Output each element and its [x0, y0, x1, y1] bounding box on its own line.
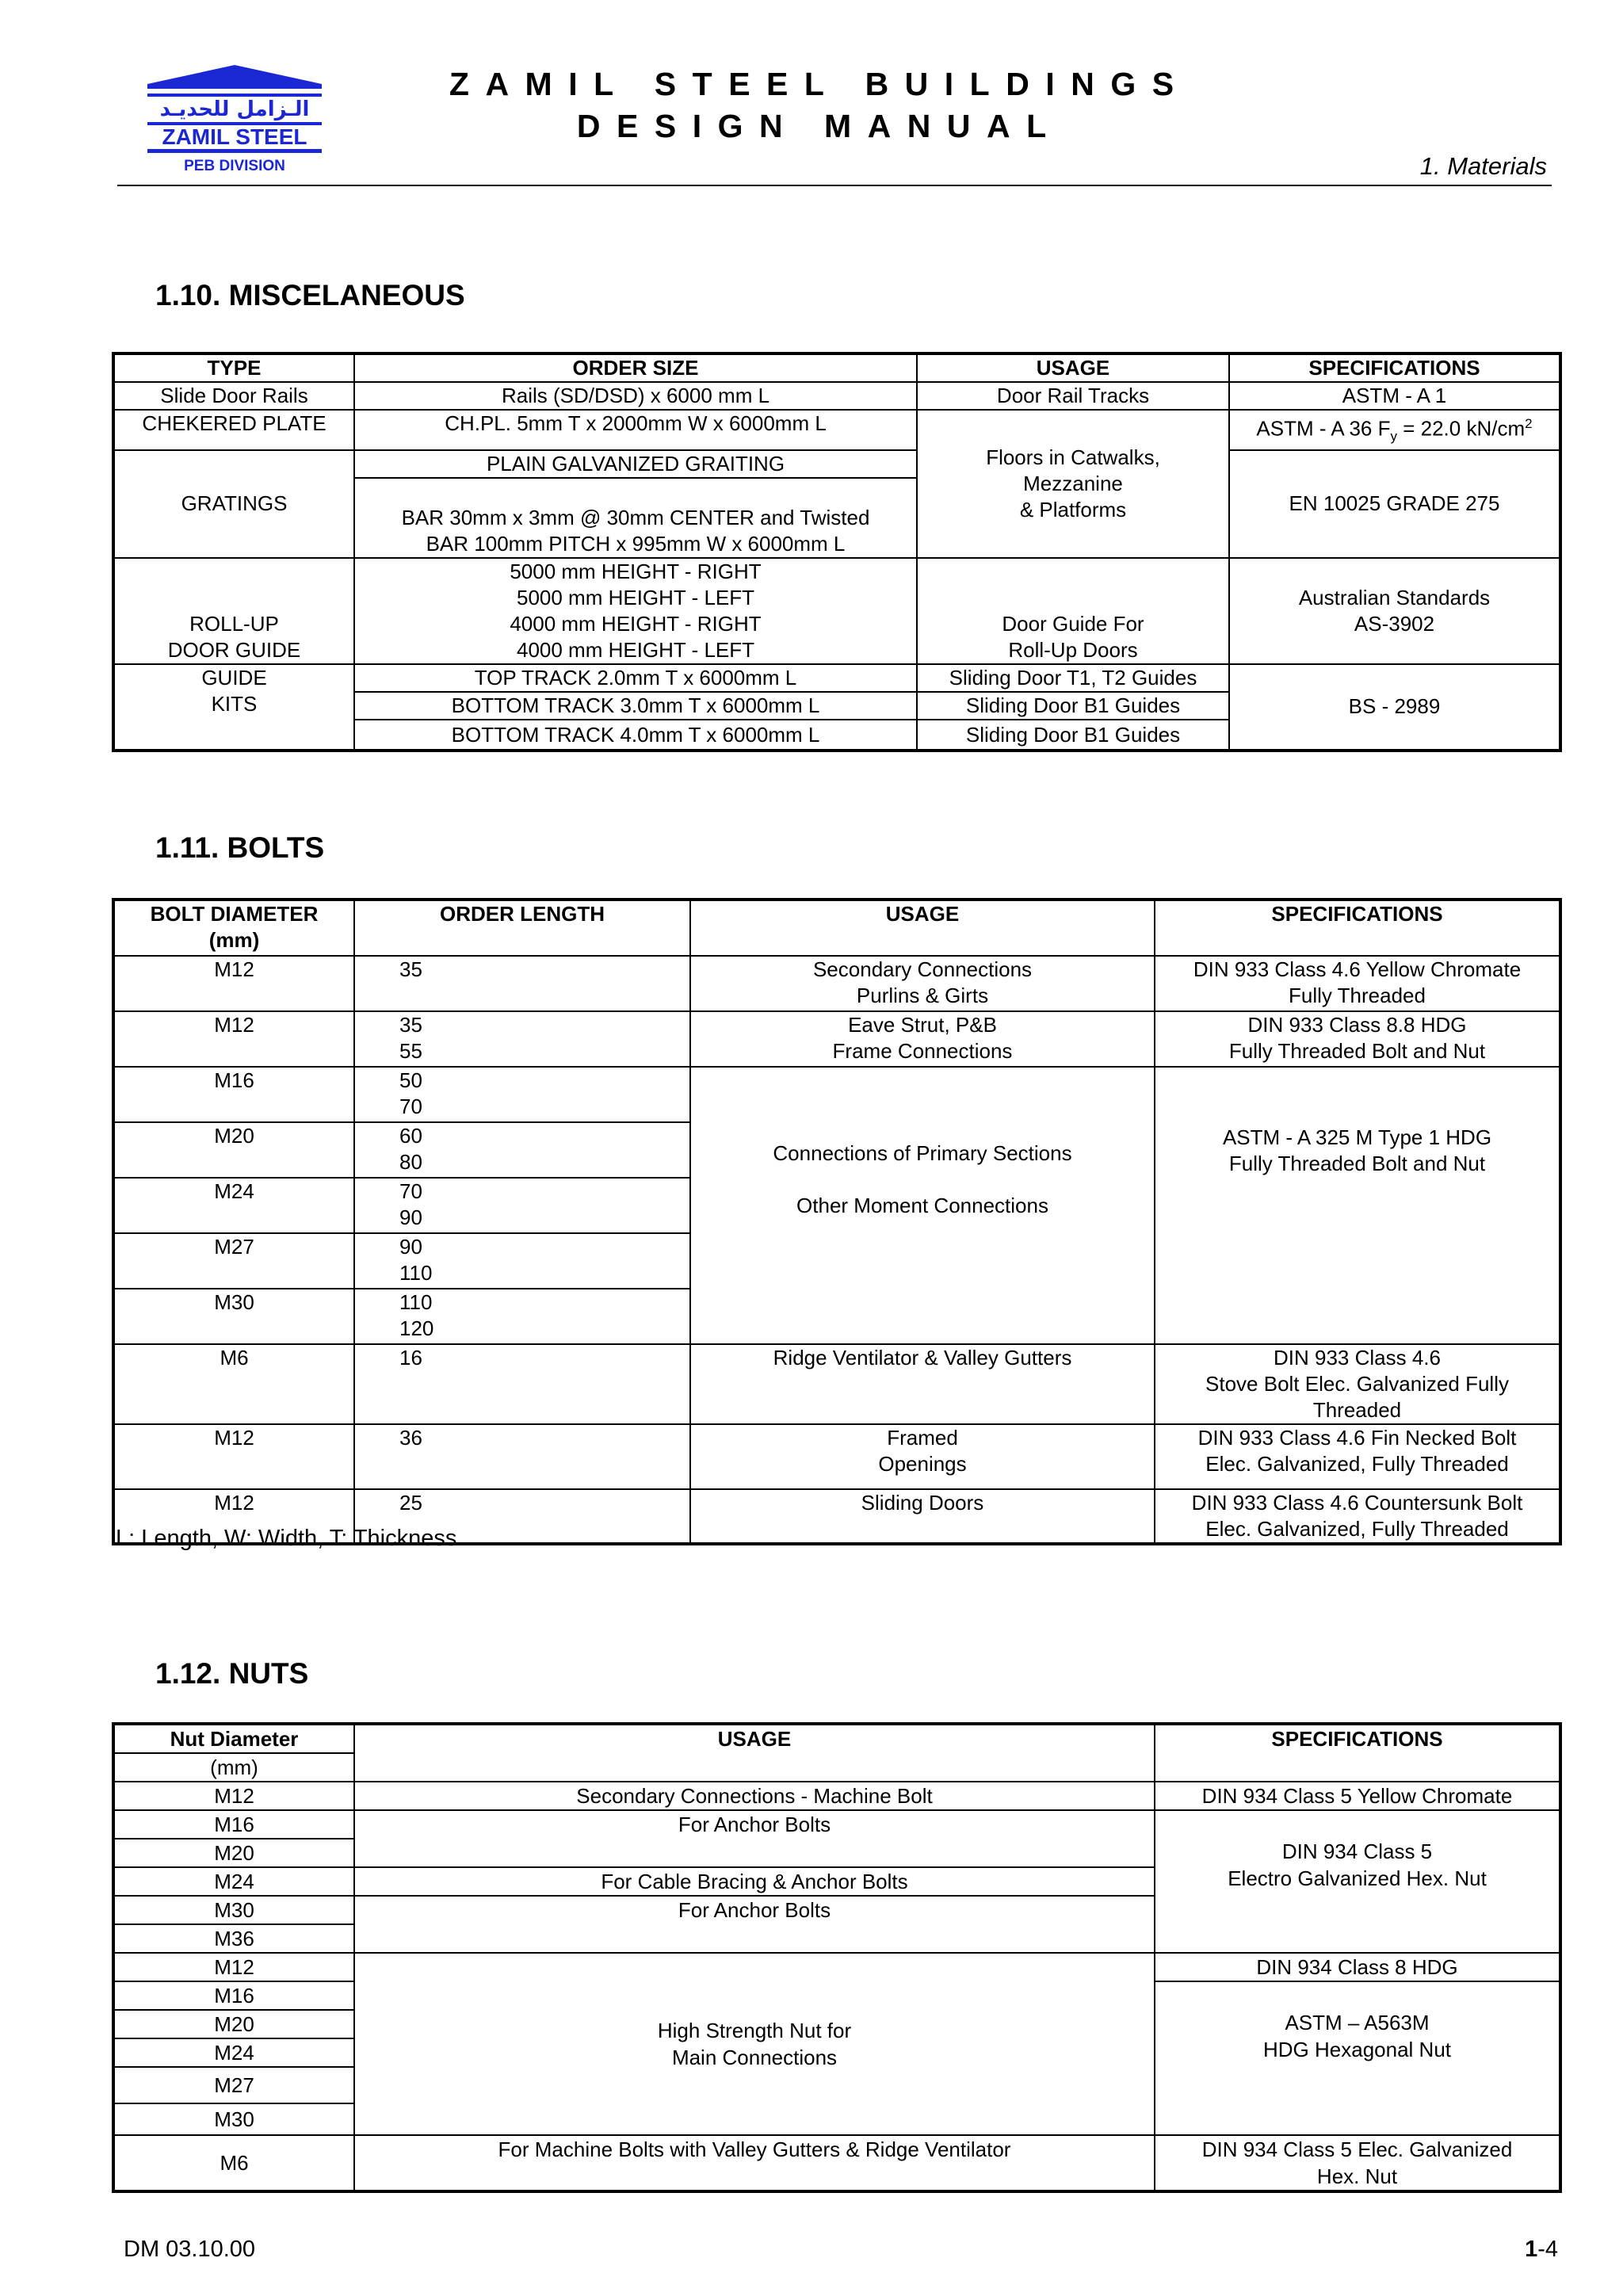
cell-type	[113, 720, 354, 751]
length-line: 70	[399, 1179, 422, 1203]
cell-diameter: M27	[113, 2067, 354, 2103]
cell-usage: Secondary Connections - Machine Bolt	[354, 1782, 1155, 1810]
col-order-size: ORDER SIZE	[354, 353, 917, 382]
cell-diameter: M30	[113, 2103, 354, 2135]
spec-line: Australian Standards	[1298, 585, 1491, 609]
cell-diameter: M30	[113, 1896, 354, 1924]
cell-spec	[1155, 1810, 1560, 1953]
cell-spec: ASTM - A 1	[1229, 382, 1560, 410]
cell-spec: BS - 2989	[1229, 664, 1560, 751]
table-row	[113, 450, 1560, 558]
page-number-rest: -4	[1537, 2237, 1558, 2262]
cell-diameter: M16	[113, 1981, 354, 2010]
cell-usage	[690, 1067, 1155, 1344]
cell-diameter: M20	[113, 1122, 354, 1178]
cell-order	[354, 450, 917, 558]
spec-superscript: 2	[1525, 416, 1533, 431]
logo-text: ZAMIL STEEL	[162, 124, 307, 149]
cell-diameter: M6	[113, 1344, 354, 1424]
cell-diameter: M30	[113, 1289, 354, 1344]
title-line-2: DESIGN MANUAL	[576, 108, 1063, 144]
cell-length	[354, 1178, 690, 1233]
order-line: 5000 mm HEIGHT - RIGHT	[510, 559, 762, 583]
spec-line: DIN 934 Class 5	[1281, 1839, 1433, 1863]
cell-spec	[1155, 2135, 1560, 2191]
cell-usage	[690, 1424, 1155, 1489]
spec-line: Hex. Nut	[1316, 2164, 1398, 2188]
nuts-heading: 1.12. NUTS	[155, 1657, 309, 1690]
cell-length: 25	[354, 1489, 690, 1544]
cell-order: CH.PL. 5mm T x 2000mm W x 6000mm L	[354, 410, 917, 450]
usage-line: High Strength Nut for	[657, 2019, 852, 2042]
table-row	[113, 382, 1560, 410]
misc-heading: 1.10. MISCELANEOUS	[155, 279, 465, 311]
cell-length	[354, 1122, 690, 1178]
cell-diameter: M12	[113, 1489, 354, 1544]
type-line: ROLL-UP	[189, 611, 279, 636]
order-line: 4000 mm HEIGHT - LEFT	[516, 637, 755, 662]
table-row	[113, 664, 1560, 692]
usage-line: Secondary Connections	[812, 957, 1033, 981]
spec-line: Threaded	[1312, 1398, 1402, 1422]
length-line: 55	[399, 1039, 422, 1063]
cell-usage: Door Rail Tracks	[917, 382, 1229, 410]
spec-line: ASTM - A 325 M Type 1 HDG	[1222, 1125, 1492, 1149]
cell-diameter: M12	[113, 1011, 354, 1067]
cell-diameter: M12	[113, 956, 354, 1011]
spec-line: DIN 933 Class 8.8 HDG	[1247, 1013, 1467, 1037]
cell-length: 35	[354, 956, 690, 1011]
col-order-length: ORDER LENGTH	[354, 900, 690, 956]
document-title	[0, 63, 1623, 147]
cell-type: GRATINGS	[113, 450, 354, 558]
cell-usage: For Anchor Bolts	[354, 1896, 1155, 1953]
spec-subscript: y	[1390, 428, 1397, 444]
length-line: 50	[399, 1068, 422, 1092]
cell-order: BOTTOM TRACK 3.0mm T x 6000mm L	[354, 692, 917, 720]
table-header-row	[113, 900, 1560, 956]
cell-usage	[690, 1011, 1155, 1067]
cell-usage	[354, 1953, 1155, 2135]
cell-spec: DIN 934 Class 8 HDG	[1155, 1953, 1560, 1981]
table-header-row	[113, 353, 1560, 382]
length-line: 35	[399, 1013, 422, 1037]
cell-diameter: M20	[113, 2010, 354, 2038]
length-line: 90	[399, 1235, 422, 1259]
col-specifications: SPECIFICATIONS	[1155, 900, 1560, 956]
spec-line: DIN 934 Class 5 Elec. Galvanized	[1201, 2137, 1513, 2161]
spec-line: Fully Threaded Bolt and Nut	[1228, 1039, 1486, 1063]
cell-diameter: M12	[113, 1424, 354, 1489]
title-line-1: ZAMIL STEEL BUILDINGS	[449, 66, 1190, 102]
col-type: TYPE	[113, 353, 354, 382]
cell-spec	[1155, 1011, 1560, 1067]
length-line: 110	[399, 1290, 433, 1314]
cell-length: 16	[354, 1344, 690, 1424]
cell-usage: Sliding Door T1, T2 Guides	[917, 664, 1229, 692]
table-row	[113, 410, 1560, 450]
cell-usage: Sliding Doors	[690, 1489, 1155, 1544]
table-row	[113, 1953, 1560, 1981]
cell-diameter: M24	[113, 2038, 354, 2067]
usage-line: Purlins & Girts	[856, 984, 989, 1007]
spec-line: Fully Threaded	[1289, 984, 1426, 1007]
usage-line: Openings	[878, 1452, 967, 1476]
spec-text: ASTM - A 36 F	[1256, 416, 1391, 441]
page-number-bold: 1	[1525, 2237, 1538, 2262]
spec-line: HDG Hexagonal Nut	[1263, 2038, 1451, 2061]
col-specifications: SPECIFICATIONS	[1229, 353, 1560, 382]
cell-diameter: M24	[113, 1178, 354, 1233]
usage-line: Door Guide For	[1002, 611, 1144, 636]
usage-line: Mezzanine	[1023, 471, 1123, 495]
cell-spec	[1229, 558, 1560, 664]
table-row	[113, 956, 1560, 1011]
spec-line: Stove Bolt Elec. Galvanized Fully	[1205, 1372, 1509, 1396]
spec-line: DIN 933 Class 4.6	[1274, 1346, 1441, 1370]
header-rule	[117, 185, 1552, 186]
table-row	[113, 1067, 1560, 1122]
cell-diameter: M16	[113, 1810, 354, 1839]
type-line: GUIDE	[201, 665, 267, 690]
misc-table	[112, 352, 1562, 752]
cell-spec: EN 10025 GRADE 275	[1229, 450, 1560, 558]
type-line: DOOR GUIDE	[167, 637, 301, 662]
spec-line: ASTM – A563M	[1285, 2011, 1430, 2034]
length-line: 70	[399, 1095, 422, 1118]
cell-usage: For Cable Bracing & Anchor Bolts	[354, 1867, 1155, 1896]
cell-diameter: M16	[113, 1067, 354, 1122]
cell-length: 36	[354, 1424, 690, 1489]
col-bolt-diameter	[113, 900, 354, 956]
cell-order	[354, 558, 917, 664]
cell-usage: Ridge Ventilator & Valley Gutters	[690, 1344, 1155, 1424]
cell-diameter: M20	[113, 1839, 354, 1867]
spec-line: DIN 933 Class 4.6 Fin Necked Bolt	[1197, 1426, 1517, 1450]
cell-length	[354, 1067, 690, 1122]
cell-diameter: M6	[113, 2135, 354, 2191]
table-row	[113, 1424, 1560, 1489]
length-line: 60	[399, 1124, 422, 1148]
col-usage: USAGE	[690, 900, 1155, 956]
cell-usage: For Machine Bolts with Valley Gutters & Ridge Ventilator	[354, 2135, 1155, 2191]
cell-spec	[1155, 1981, 1560, 2135]
bolts-table	[112, 898, 1562, 1545]
cell-order: Rails (SD/DSD) x 6000 mm L	[354, 382, 917, 410]
table-row	[113, 1810, 1560, 1839]
order-line: 5000 mm HEIGHT - LEFT	[516, 585, 755, 609]
usage-line: Main Connections	[671, 2046, 838, 2069]
nuts-table	[112, 1722, 1562, 2193]
spec-line: DIN 933 Class 4.6 Countersunk Bolt	[1191, 1491, 1523, 1515]
length-line: 80	[399, 1150, 422, 1174]
division-label: PEB DIVISION	[184, 158, 285, 174]
cell-usage: Sliding Door B1 Guides	[917, 692, 1229, 720]
cell-spec	[1155, 1424, 1560, 1489]
cell-length	[354, 1233, 690, 1289]
header-line: (mm)	[208, 928, 260, 952]
spec-line: DIN 933 Class 4.6 Yellow Chromate	[1193, 957, 1522, 981]
cell-order: BOTTOM TRACK 4.0mm T x 6000mm L	[354, 720, 917, 751]
cell-usage: Sliding Door B1 Guides	[917, 720, 1229, 751]
bolts-heading: 1.11. BOLTS	[155, 831, 325, 864]
cell-type: Slide Door Rails	[113, 382, 354, 410]
order-line: PLAIN GALVANIZED GRAITING	[355, 451, 916, 479]
order-line: BAR 100mm PITCH x 995mm W x 6000mm L	[426, 531, 846, 556]
table-row	[113, 1011, 1560, 1067]
col-nut-diameter-unit: (mm)	[113, 1753, 354, 1782]
spec-line: Elec. Galvanized, Fully Threaded	[1205, 1517, 1509, 1541]
abbreviation-note: L: Length, W: Width, T: Thickness	[116, 1526, 457, 1551]
cell-diameter: M24	[113, 1867, 354, 1896]
usage-line: Framed	[887, 1426, 958, 1450]
usage-line: Other Moment Connections	[796, 1193, 1048, 1217]
cell-usage: For Anchor Bolts	[354, 1810, 1155, 1867]
spec-line: AS-3902	[1354, 611, 1435, 636]
usage-line: Connections of Primary Sections	[773, 1140, 1072, 1165]
cell-spec	[1155, 956, 1560, 1011]
length-line: 110	[399, 1261, 433, 1285]
col-usage: USAGE	[354, 1724, 1155, 1782]
order-line: BAR 30mm x 3mm @ 30mm CENTER and Twisted	[401, 505, 870, 529]
length-line: 90	[399, 1205, 422, 1229]
cell-length	[354, 1011, 690, 1067]
table-row	[113, 558, 1560, 664]
col-specifications: SPECIFICATIONS	[1155, 1724, 1560, 1782]
cell-usage	[917, 558, 1229, 664]
spec-line: Electro Galvanized Hex. Nut	[1228, 1866, 1487, 1890]
col-nut-diameter: Nut Diameter	[113, 1724, 354, 1753]
cell-order: TOP TRACK 2.0mm T x 6000mm L	[354, 664, 917, 692]
spec-text: = 22.0 kN/cm	[1396, 416, 1526, 441]
spec-line: Elec. Galvanized, Fully Threaded	[1205, 1452, 1509, 1476]
cell-type: CHEKERED PLATE	[113, 410, 354, 450]
usage-line: Floors in Catwalks,	[986, 445, 1160, 469]
cell-diameter: M27	[113, 1233, 354, 1289]
cell-length	[354, 1289, 690, 1344]
table-row	[113, 1344, 1560, 1424]
cell-diameter: M12	[113, 1953, 354, 1981]
type-line: KITS	[211, 691, 258, 716]
document-code: DM 03.10.00	[124, 2237, 256, 2262]
section-label: 1. Materials	[1419, 152, 1547, 180]
cell-diameter: M12	[113, 1782, 354, 1810]
table-header-row	[113, 1724, 1560, 1753]
usage-line: & Platforms	[1019, 497, 1127, 521]
spec-line: Fully Threaded Bolt and Nut	[1228, 1152, 1486, 1175]
col-usage: USAGE	[917, 353, 1229, 382]
order-line: 4000 mm HEIGHT - RIGHT	[510, 611, 762, 636]
logo-arabic-text: الـزامل للحديـد	[159, 97, 310, 121]
usage-line: Eave Strut, P&B	[848, 1013, 997, 1037]
cell-spec	[1155, 1067, 1560, 1344]
page-number	[1525, 2237, 1558, 2263]
cell-spec	[1155, 1344, 1560, 1424]
usage-line: Roll-Up Doors	[1008, 637, 1138, 662]
cell-usage	[690, 956, 1155, 1011]
cell-spec	[1229, 410, 1560, 450]
table-row	[113, 1782, 1560, 1810]
header-line: BOLT DIAMETER	[150, 902, 319, 926]
usage-line: Frame Connections	[832, 1039, 1013, 1063]
cell-spec	[1155, 1489, 1560, 1544]
cell-type	[113, 558, 354, 664]
cell-diameter: M36	[113, 1924, 354, 1953]
cell-spec: DIN 934 Class 5 Yellow Chromate	[1155, 1782, 1560, 1810]
table-row	[113, 2135, 1560, 2191]
cell-type	[113, 664, 354, 720]
length-line: 120	[399, 1316, 434, 1340]
cell-usage	[917, 410, 1229, 558]
